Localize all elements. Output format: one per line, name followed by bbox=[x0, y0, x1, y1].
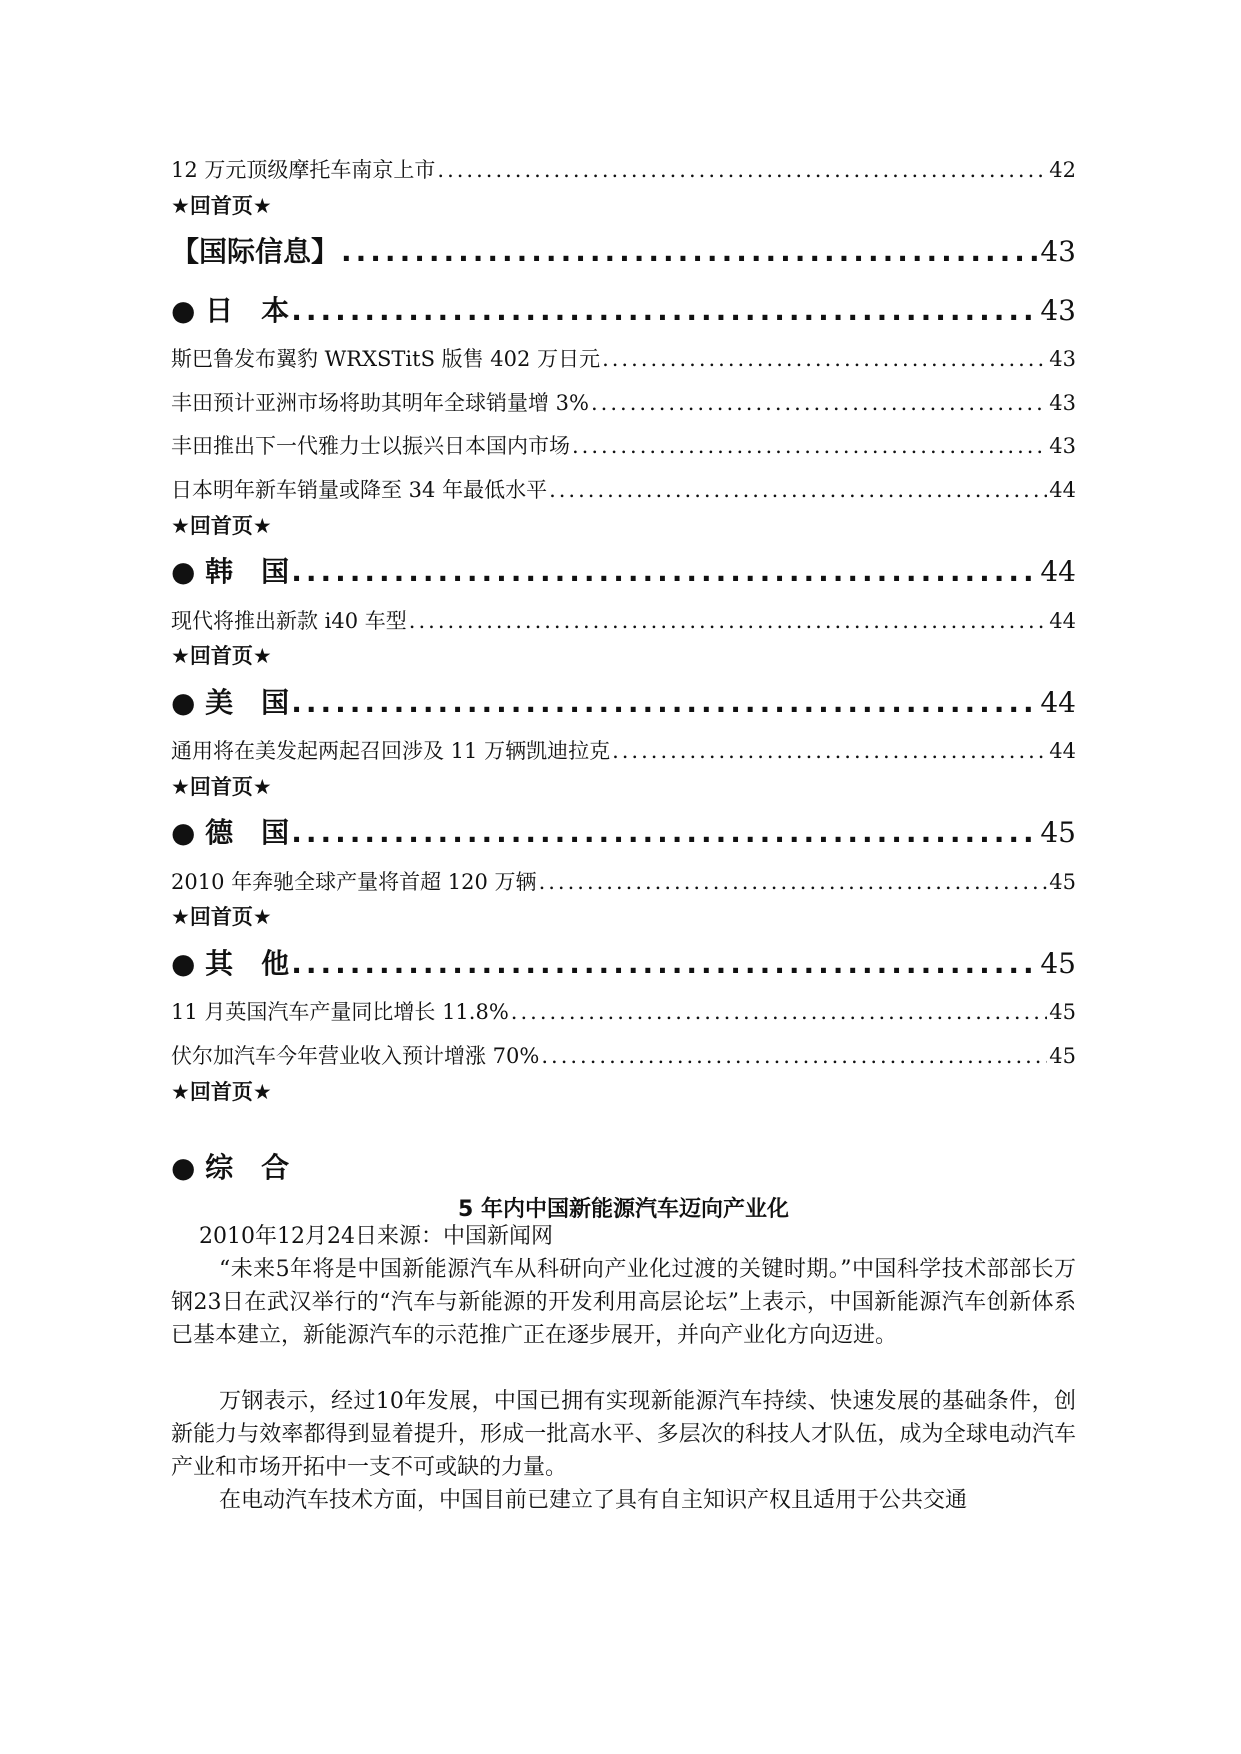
article-source: 2010年12月24日来源：中国新闻网 bbox=[199, 1224, 553, 1249]
toc-entry-page: 44 bbox=[1049, 478, 1076, 502]
back-to-home-link[interactable]: ★回首页★ bbox=[171, 194, 272, 218]
toc-leader-dots bbox=[549, 478, 1047, 502]
article-title: 5 年内中国新能源汽车迈向产业化 bbox=[458, 1197, 789, 1222]
toc-leader-dots bbox=[612, 739, 1047, 763]
toc-section-international[interactable] bbox=[171, 230, 1076, 270]
toc-entry-title: 12 万元顶级摩托车南京上市 bbox=[171, 158, 436, 182]
toc-entry-title: 伏尔加汽车今年营业收入预计增涨 70% bbox=[171, 1044, 540, 1068]
toc-entry[interactable] bbox=[171, 1040, 1076, 1070]
toc-entry-title: 2010 年奔驰全球产量将首超 120 万辆 bbox=[171, 870, 537, 894]
toc-leader-dots bbox=[341, 235, 1038, 268]
toc-leader-dots bbox=[591, 391, 1047, 415]
toc-section-page: 43 bbox=[1040, 235, 1076, 268]
toc-entry-page: 45 bbox=[1049, 1044, 1076, 1068]
toc-entry-page: 42 bbox=[1049, 158, 1076, 182]
toc-entry[interactable] bbox=[171, 866, 1076, 896]
toc-section-title: ● 德 国 bbox=[171, 816, 290, 849]
toc-section-page: 44 bbox=[1040, 555, 1076, 588]
toc-section-germany[interactable] bbox=[171, 811, 1076, 851]
toc-section-other[interactable] bbox=[171, 942, 1076, 982]
toc-leader-dots bbox=[291, 947, 1038, 980]
toc-leader-dots bbox=[541, 1044, 1047, 1068]
toc-entry[interactable] bbox=[171, 154, 1076, 184]
toc-section-title: ● 韩 国 bbox=[171, 555, 290, 588]
toc-section-page: 45 bbox=[1040, 816, 1076, 849]
toc-entry-title: 现代将推出新款 i40 车型 bbox=[171, 609, 407, 633]
toc-leader-dots bbox=[602, 347, 1047, 371]
toc-section-korea[interactable] bbox=[171, 550, 1076, 590]
toc-entry[interactable] bbox=[171, 605, 1076, 635]
article-paragraph: 在电动汽车技术方面，中国目前已建立了具有自主知识产权且适用于公共交通 bbox=[219, 1488, 968, 1513]
toc-entry-title: 丰田预计亚洲市场将助其明年全球销量增 3% bbox=[171, 391, 589, 415]
toc-leader-dots bbox=[291, 816, 1038, 849]
back-to-home-link[interactable]: ★回首页★ bbox=[171, 905, 272, 929]
article-paragraph: “未来5年将是中国新能源汽车从科研向产业化过渡的关键时期。”中国科学技术部部长万钢23日在武汉举行的“汽车与新能源的开发利用高层论坛”上表示，中国新能源汽车创新体系已基本建立，新能源汽车的示范推广正在逐步展开，并向产业化方向迈进。 bbox=[171, 1257, 1076, 1348]
toc-entry-page: 44 bbox=[1049, 739, 1076, 763]
toc-section-title: 【国际信息】 bbox=[171, 235, 340, 268]
toc-entry[interactable] bbox=[171, 735, 1076, 765]
toc-section-usa[interactable] bbox=[171, 681, 1076, 721]
toc-entry-page: 45 bbox=[1049, 870, 1076, 894]
toc-leader-dots bbox=[291, 686, 1038, 719]
section-heading: ● 综 合 bbox=[171, 1151, 290, 1184]
toc-leader-dots bbox=[539, 870, 1048, 894]
toc-entry-page: 43 bbox=[1049, 434, 1076, 458]
toc-section-page: 45 bbox=[1040, 947, 1076, 980]
toc-leader-dots bbox=[291, 555, 1038, 588]
toc-entry-title: 通用将在美发起两起召回涉及 11 万辆凯迪拉克 bbox=[171, 739, 611, 763]
toc-leader-dots bbox=[291, 294, 1038, 327]
toc-section-page: 43 bbox=[1040, 294, 1076, 327]
toc-entry-title: 丰田推出下一代雅力士以振兴日本国内市场 bbox=[171, 434, 570, 458]
toc-entry-page: 43 bbox=[1049, 391, 1076, 415]
toc-leader-dots bbox=[572, 434, 1047, 458]
toc-entry-page: 44 bbox=[1049, 609, 1076, 633]
toc-entry[interactable] bbox=[171, 996, 1076, 1026]
toc-entry-title: 日本明年新车销量或降至 34 年最低水平 bbox=[171, 478, 548, 502]
toc-leader-dots bbox=[511, 1000, 1047, 1024]
toc-section-page: 44 bbox=[1040, 686, 1076, 719]
back-to-home-link[interactable]: ★回首页★ bbox=[171, 1080, 272, 1104]
toc-entry[interactable] bbox=[171, 430, 1076, 460]
toc-section-title: ● 美 国 bbox=[171, 686, 290, 719]
toc-entry-page: 45 bbox=[1049, 1000, 1076, 1024]
toc-entry[interactable] bbox=[171, 387, 1076, 417]
toc-entry-title: 11 月英国汽车产量同比增长 11.8% bbox=[171, 1000, 509, 1024]
toc-leader-dots bbox=[437, 158, 1047, 182]
toc-section-title: ● 日 本 bbox=[171, 294, 290, 327]
back-to-home-link[interactable]: ★回首页★ bbox=[171, 644, 272, 668]
back-to-home-link[interactable]: ★回首页★ bbox=[171, 775, 272, 799]
toc-entry[interactable] bbox=[171, 343, 1076, 373]
toc-section-title: ● 其 他 bbox=[171, 947, 290, 980]
article-paragraph: 万钢表示，经过10年发展，中国已拥有实现新能源汽车持续、快速发展的基础条件，创新能力与效率都得到显着提升，形成一批高水平、多层次的科技人才队伍，成为全球电动汽车产业和市场开拓中一支不可或缺的力量。 bbox=[171, 1389, 1076, 1480]
toc-entry-title: 斯巴鲁发布翼豹 WRXSTitS 版售 402 万日元 bbox=[171, 347, 601, 371]
toc-entry[interactable] bbox=[171, 474, 1076, 504]
toc-section-japan[interactable] bbox=[171, 289, 1076, 329]
toc-entry-page: 43 bbox=[1049, 347, 1076, 371]
toc-leader-dots bbox=[409, 609, 1047, 633]
back-to-home-link[interactable]: ★回首页★ bbox=[171, 514, 272, 538]
